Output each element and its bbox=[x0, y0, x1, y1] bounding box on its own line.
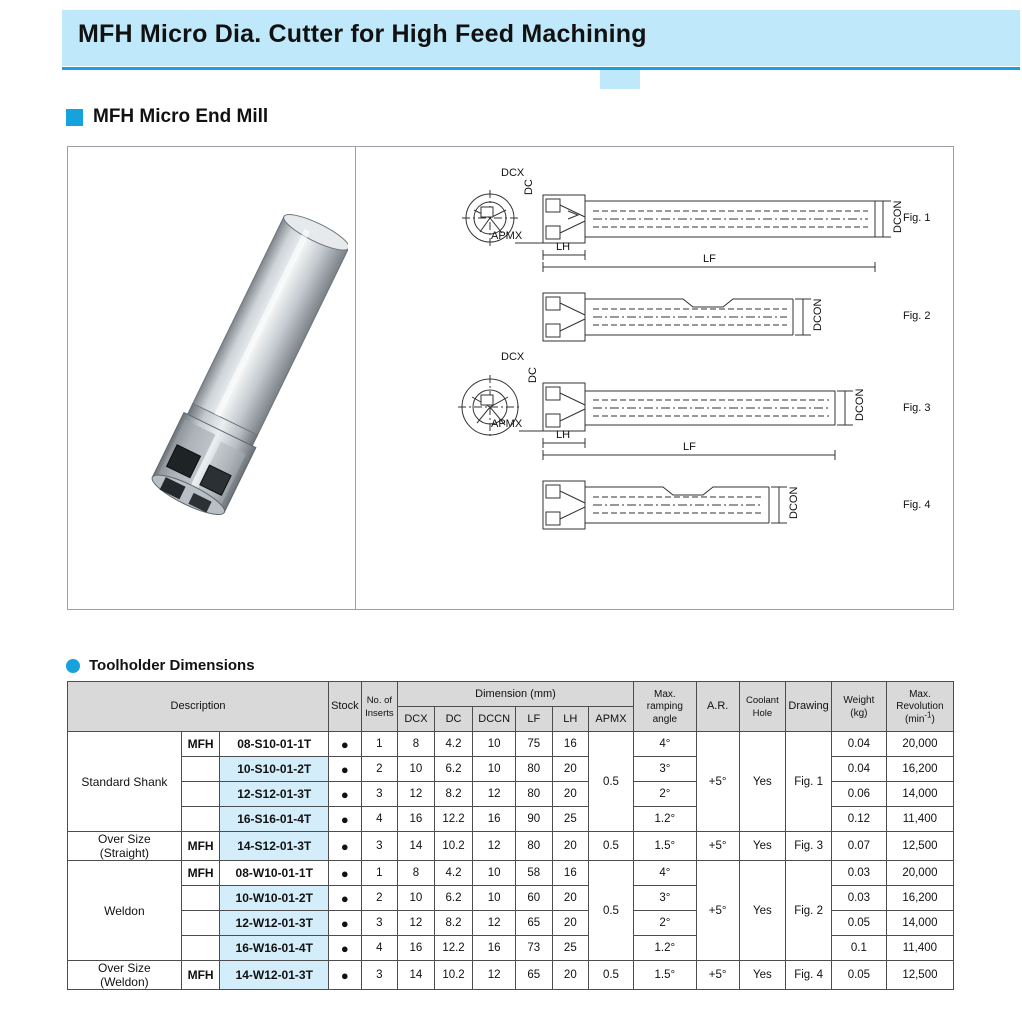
cell-apmx: 0.5 bbox=[589, 961, 634, 990]
table-row bbox=[68, 732, 954, 757]
cell-weight: 0.05 bbox=[831, 961, 886, 990]
cell-ramping-angle: 1.5° bbox=[633, 961, 696, 990]
cell-coolant-hole: Yes bbox=[739, 832, 786, 861]
circle-marker-icon bbox=[66, 659, 80, 673]
cell-dccn: 12 bbox=[473, 832, 516, 861]
cell-ramping-angle: 3° bbox=[633, 757, 696, 782]
cell-mfh-prefix bbox=[181, 911, 220, 936]
callout-dcx-fig3: DCX bbox=[501, 351, 525, 363]
header-ramping-angle: Max. ramping angle bbox=[633, 682, 696, 732]
cell-order-code: 12-W12-01-3T bbox=[220, 911, 329, 936]
callout-lf-fig1: LF bbox=[703, 253, 716, 265]
cell-weight: 0.04 bbox=[831, 732, 886, 757]
cell-lh: 20 bbox=[552, 961, 589, 990]
section-heading-dimensions bbox=[66, 657, 255, 674]
callout-dcx-fig1: DCX bbox=[501, 167, 525, 179]
cell-inserts: 2 bbox=[361, 886, 398, 911]
cell-ramping-angle: 1.2° bbox=[633, 936, 696, 961]
cell-stock: ● bbox=[329, 936, 362, 961]
cell-lf: 58 bbox=[515, 861, 552, 886]
cell-lf: 65 bbox=[515, 911, 552, 936]
cell-inserts: 1 bbox=[361, 732, 398, 757]
cell-dcx: 16 bbox=[398, 807, 435, 832]
cell-ar: +5° bbox=[696, 961, 739, 990]
cell-inserts: 3 bbox=[361, 832, 398, 861]
cell-weight: 0.06 bbox=[831, 782, 886, 807]
cell-weight: 0.1 bbox=[831, 936, 886, 961]
callout-lh-fig3: LH bbox=[556, 429, 571, 441]
cell-lf: 90 bbox=[515, 807, 552, 832]
technical-drawings bbox=[363, 155, 948, 603]
cell-order-code: 16-W16-01-4T bbox=[220, 936, 329, 961]
cell-dccn: 10 bbox=[473, 861, 516, 886]
cell-order-code: 12-S12-01-3T bbox=[220, 782, 329, 807]
cell-lh: 20 bbox=[552, 886, 589, 911]
cell-dc: 10.2 bbox=[434, 961, 473, 990]
header-ar: A.R. bbox=[696, 682, 739, 732]
cell-dcx: 12 bbox=[398, 782, 435, 807]
cell-ar: +5° bbox=[696, 832, 739, 861]
cell-dccn: 16 bbox=[473, 936, 516, 961]
cell-ramping-angle: 3° bbox=[633, 886, 696, 911]
cell-inserts: 3 bbox=[361, 961, 398, 990]
cell-inserts: 3 bbox=[361, 911, 398, 936]
cell-dcx: 16 bbox=[398, 936, 435, 961]
cell-weight: 0.05 bbox=[831, 911, 886, 936]
cell-stock: ● bbox=[329, 886, 362, 911]
cell-drawing: Fig. 1 bbox=[786, 732, 832, 832]
cell-stock: ● bbox=[329, 732, 362, 757]
header-lf: LF bbox=[515, 707, 552, 732]
cell-weight: 0.03 bbox=[831, 861, 886, 886]
cell-description: Over Size (Straight) bbox=[68, 832, 182, 861]
cell-stock: ● bbox=[329, 757, 362, 782]
cell-lh: 25 bbox=[552, 807, 589, 832]
cell-dc: 12.2 bbox=[434, 807, 473, 832]
cell-max-revolution: 20,000 bbox=[886, 861, 953, 886]
cell-dc: 10.2 bbox=[434, 832, 473, 861]
cell-order-code: 10-W10-01-2T bbox=[220, 886, 329, 911]
cell-mfh-prefix: MFH bbox=[181, 832, 220, 861]
cell-dccn: 16 bbox=[473, 807, 516, 832]
cell-lf: 80 bbox=[515, 782, 552, 807]
table-body bbox=[68, 732, 954, 990]
table-row bbox=[68, 861, 954, 886]
header-underline bbox=[62, 67, 1020, 70]
header-dc: DC bbox=[434, 707, 473, 732]
cell-max-revolution: 12,500 bbox=[886, 961, 953, 990]
header-lh: LH bbox=[552, 707, 589, 732]
header-stock: Stock bbox=[329, 682, 362, 732]
cell-dcx: 8 bbox=[398, 861, 435, 886]
cell-lh: 25 bbox=[552, 936, 589, 961]
cell-dc: 6.2 bbox=[434, 886, 473, 911]
cell-mfh-prefix bbox=[181, 886, 220, 911]
cell-dccn: 12 bbox=[473, 961, 516, 990]
callout-dcon-fig3: DCON bbox=[854, 388, 866, 421]
callout-dc-fig1: DC bbox=[523, 179, 535, 195]
cell-max-revolution: 16,200 bbox=[886, 886, 953, 911]
cell-dc: 8.2 bbox=[434, 911, 473, 936]
cell-dccn: 10 bbox=[473, 732, 516, 757]
cell-lh: 20 bbox=[552, 757, 589, 782]
cell-description: Weldon bbox=[68, 861, 182, 961]
cell-dcx: 14 bbox=[398, 832, 435, 861]
cell-inserts: 4 bbox=[361, 807, 398, 832]
cell-inserts: 4 bbox=[361, 936, 398, 961]
cell-lh: 16 bbox=[552, 861, 589, 886]
figure-box bbox=[67, 146, 954, 610]
cell-drawing: Fig. 3 bbox=[786, 832, 832, 861]
header-dcx: DCX bbox=[398, 707, 435, 732]
section-heading-label: MFH Micro End Mill bbox=[93, 106, 269, 127]
cell-lf: 73 bbox=[515, 936, 552, 961]
cell-lh: 20 bbox=[552, 832, 589, 861]
cell-order-code: 14-S12-01-3T bbox=[220, 832, 329, 861]
figure-label-3: Fig. 3 bbox=[903, 402, 931, 414]
cell-apmx: 0.5 bbox=[589, 732, 634, 832]
cell-max-revolution: 16,200 bbox=[886, 757, 953, 782]
callout-apmx-fig1: APMX bbox=[491, 230, 523, 242]
header-drawing: Drawing bbox=[786, 682, 832, 732]
cell-ramping-angle: 2° bbox=[633, 782, 696, 807]
product-photo bbox=[148, 207, 328, 547]
callout-lh-fig1: LH bbox=[556, 241, 571, 253]
cell-dc: 8.2 bbox=[434, 782, 473, 807]
cell-ar: +5° bbox=[696, 861, 739, 961]
cell-mfh-prefix bbox=[181, 782, 220, 807]
cell-ramping-angle: 2° bbox=[633, 911, 696, 936]
cell-dccn: 12 bbox=[473, 911, 516, 936]
cell-inserts: 1 bbox=[361, 861, 398, 886]
header-weight: Weight (kg) bbox=[831, 682, 886, 732]
cell-lf: 75 bbox=[515, 732, 552, 757]
cell-drawing: Fig. 2 bbox=[786, 861, 832, 961]
header-dimension-group: Dimension (mm) bbox=[398, 682, 634, 707]
cell-order-code: 08-S10-01-1T bbox=[220, 732, 329, 757]
cell-lf: 80 bbox=[515, 757, 552, 782]
cell-weight: 0.07 bbox=[831, 832, 886, 861]
callout-dc-fig3: DC bbox=[527, 367, 539, 383]
cell-ar: +5° bbox=[696, 732, 739, 832]
cell-dc: 4.2 bbox=[434, 732, 473, 757]
toolholder-dimensions-table bbox=[67, 681, 954, 990]
callout-dcon-fig1: DCON bbox=[892, 200, 904, 233]
cell-stock: ● bbox=[329, 832, 362, 861]
cell-stock: ● bbox=[329, 961, 362, 990]
cell-lf: 60 bbox=[515, 886, 552, 911]
cell-dcx: 8 bbox=[398, 732, 435, 757]
page-title: MFH Micro Dia. Cutter for High Feed Machining bbox=[78, 20, 647, 48]
cell-order-code: 10-S10-01-2T bbox=[220, 757, 329, 782]
cell-stock: ● bbox=[329, 911, 362, 936]
cell-description: Over Size (Weldon) bbox=[68, 961, 182, 990]
cell-dcx: 12 bbox=[398, 911, 435, 936]
cell-lh: 16 bbox=[552, 732, 589, 757]
cell-order-code: 16-S16-01-4T bbox=[220, 807, 329, 832]
figure-label-4: Fig. 4 bbox=[903, 499, 931, 511]
cell-weight: 0.04 bbox=[831, 757, 886, 782]
cell-dccn: 10 bbox=[473, 757, 516, 782]
cell-mfh-prefix: MFH bbox=[181, 732, 220, 757]
cell-dccn: 12 bbox=[473, 782, 516, 807]
cell-mfh-prefix: MFH bbox=[181, 961, 220, 990]
cell-lf: 80 bbox=[515, 832, 552, 861]
header-inserts: No. of Inserts bbox=[361, 682, 398, 732]
cell-stock: ● bbox=[329, 807, 362, 832]
section-heading-end-mill bbox=[66, 106, 268, 128]
header-coolant-hole: Coolant Hole bbox=[739, 682, 786, 732]
cell-dc: 4.2 bbox=[434, 861, 473, 886]
cell-weight: 0.12 bbox=[831, 807, 886, 832]
header-apmx: APMX bbox=[589, 707, 634, 732]
cell-dcx: 14 bbox=[398, 961, 435, 990]
figure-label-2: Fig. 2 bbox=[903, 310, 931, 322]
callout-dcon-fig2: DCON bbox=[812, 298, 824, 331]
dimensions-heading-label: Toolholder Dimensions bbox=[89, 657, 255, 674]
cell-dc: 6.2 bbox=[434, 757, 473, 782]
cell-max-revolution: 12,500 bbox=[886, 832, 953, 861]
cell-mfh-prefix bbox=[181, 807, 220, 832]
cell-mfh-prefix bbox=[181, 936, 220, 961]
cell-inserts: 3 bbox=[361, 782, 398, 807]
cell-ramping-angle: 4° bbox=[633, 732, 696, 757]
header-tab-shape bbox=[600, 67, 640, 89]
cell-max-revolution: 14,000 bbox=[886, 782, 953, 807]
cell-ramping-angle: 1.2° bbox=[633, 807, 696, 832]
cell-apmx: 0.5 bbox=[589, 832, 634, 861]
cell-coolant-hole: Yes bbox=[739, 961, 786, 990]
cell-order-code: 14-W12-01-3T bbox=[220, 961, 329, 990]
cell-description: Standard Shank bbox=[68, 732, 182, 832]
cell-mfh-prefix: MFH bbox=[181, 861, 220, 886]
cell-lh: 20 bbox=[552, 911, 589, 936]
cell-coolant-hole: Yes bbox=[739, 732, 786, 832]
figure-divider bbox=[355, 147, 356, 609]
callout-dcon-fig4: DCON bbox=[788, 486, 800, 519]
cell-coolant-hole: Yes bbox=[739, 861, 786, 961]
square-marker-icon bbox=[66, 109, 83, 126]
callout-apmx-fig3: APMX bbox=[491, 418, 523, 430]
table-row bbox=[68, 832, 954, 861]
cell-ramping-angle: 1.5° bbox=[633, 832, 696, 861]
header-dccn: DCCN bbox=[473, 707, 516, 732]
cell-apmx: 0.5 bbox=[589, 861, 634, 961]
cell-ramping-angle: 4° bbox=[633, 861, 696, 886]
cell-dcx: 10 bbox=[398, 886, 435, 911]
cell-order-code: 08-W10-01-1T bbox=[220, 861, 329, 886]
cell-lf: 65 bbox=[515, 961, 552, 990]
cell-stock: ● bbox=[329, 861, 362, 886]
cell-weight: 0.03 bbox=[831, 886, 886, 911]
cell-lh: 20 bbox=[552, 782, 589, 807]
figure-label-1: Fig. 1 bbox=[903, 212, 931, 224]
cell-dccn: 10 bbox=[473, 886, 516, 911]
cell-max-revolution: 11,400 bbox=[886, 807, 953, 832]
header-revolution: Max. Revolution $(\min^{-1})$ bbox=[886, 682, 953, 732]
header-description: Description bbox=[68, 682, 329, 732]
cell-inserts: 2 bbox=[361, 757, 398, 782]
cell-dcx: 10 bbox=[398, 757, 435, 782]
cell-max-revolution: 14,000 bbox=[886, 911, 953, 936]
page-header bbox=[0, 0, 1022, 92]
cell-max-revolution: 11,400 bbox=[886, 936, 953, 961]
cell-mfh-prefix bbox=[181, 757, 220, 782]
cell-dc: 12.2 bbox=[434, 936, 473, 961]
table-row bbox=[68, 961, 954, 990]
cell-drawing: Fig. 4 bbox=[786, 961, 832, 990]
callout-lf-fig3: LF bbox=[683, 441, 696, 453]
cell-stock: ● bbox=[329, 782, 362, 807]
cell-max-revolution: 20,000 bbox=[886, 732, 953, 757]
